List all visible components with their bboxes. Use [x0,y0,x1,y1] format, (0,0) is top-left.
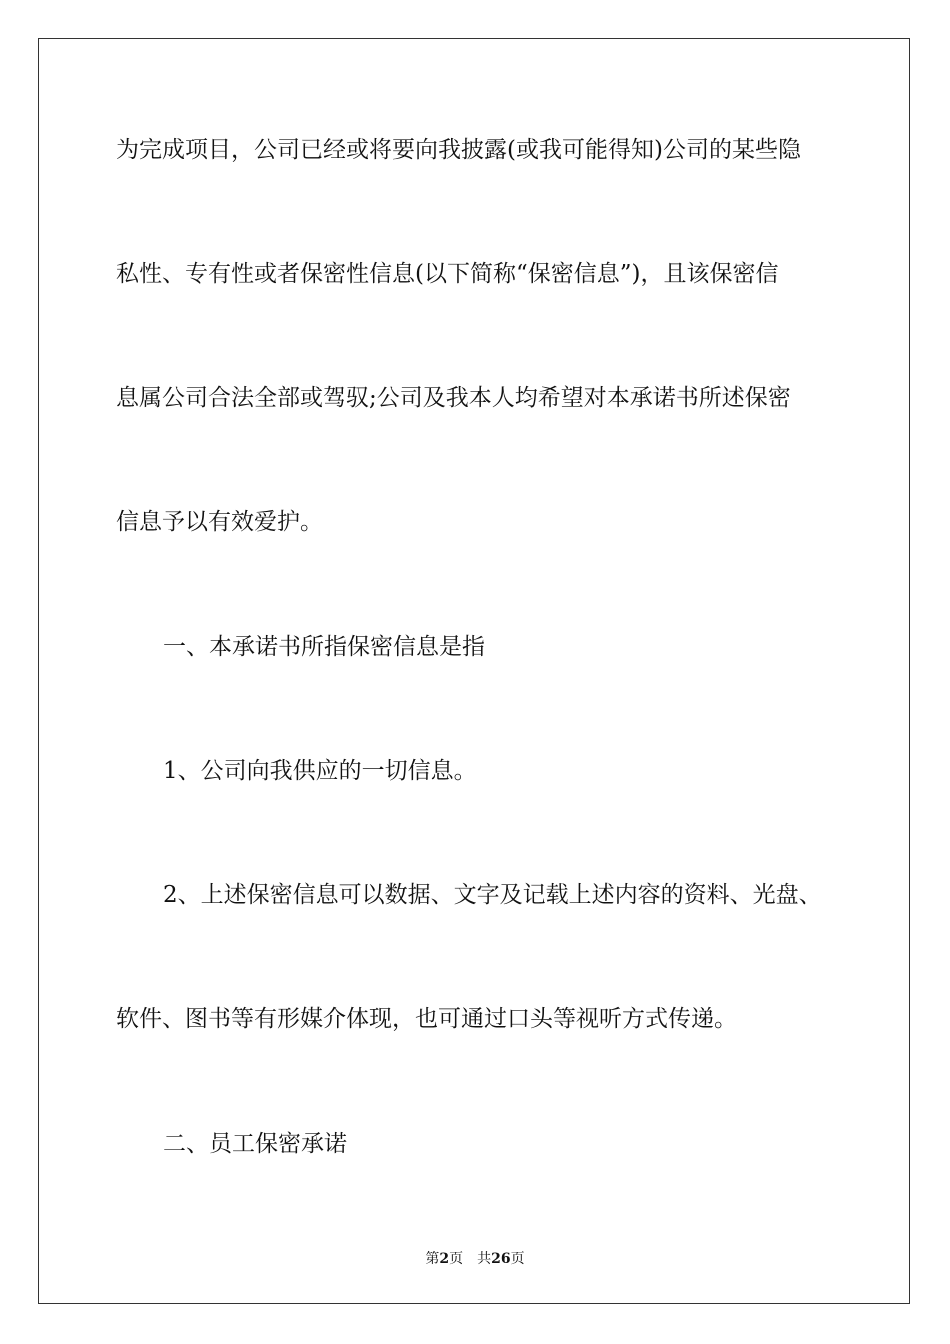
body-line-4: 信息予以有效爱护。 [116,509,323,535]
page-prefix: 第 [425,1251,440,1267]
list-item-2-continued: 软件、图书等有形媒介体现，也可通过口头等视听方式传递。 [116,1006,737,1032]
section-heading-2: 二、员工保密承诺 [163,1131,347,1157]
page-suffix: 页 [449,1251,464,1267]
total-pages: 26 [491,1251,511,1267]
page-footer [0,1248,950,1268]
section-heading-1: 一、本承诺书所指保密信息是指 [163,634,485,660]
list-item-1: 1、公司向我供应的一切信息。 [163,758,477,784]
body-line-1: 为完成项目，公司已经或将要向我披露(或我可能得知)公司的某些隐 [116,137,801,163]
body-line-3: 息属公司合法全部或驾驭;公司及我本人均希望对本承诺书所述保密 [116,385,791,411]
total-prefix: 共 [477,1251,492,1267]
list-item-2: 2、上述保密信息可以数据、文字及记载上述内容的资料、光盘、 [163,882,822,908]
total-suffix: 页 [510,1251,525,1267]
page-border [38,38,910,1304]
page-number: 2 [439,1251,450,1267]
body-line-2: 私性、专有性或者保密性信息(以下简称“保密信息”)，且该保密信 [116,261,779,287]
